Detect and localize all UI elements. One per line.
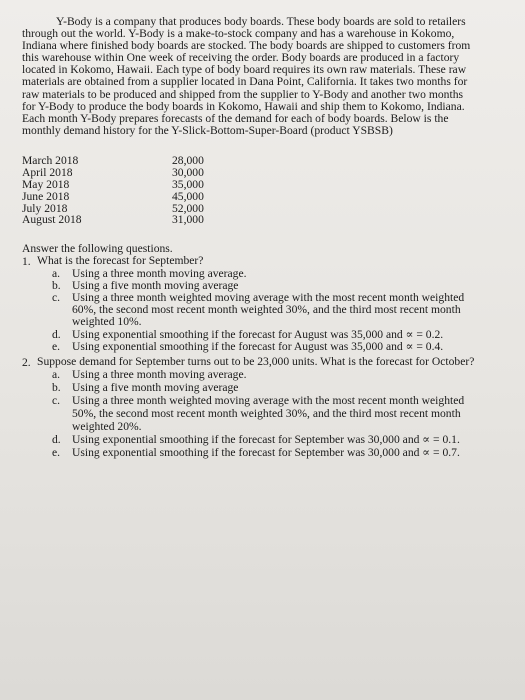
question-number: 1. <box>22 255 31 269</box>
demand-cell: 52,000 <box>172 201 204 215</box>
list-item <box>52 292 475 329</box>
list-item <box>52 329 475 341</box>
list-item <box>52 382 475 395</box>
part-label: a. <box>52 266 61 280</box>
question-1-parts <box>22 268 475 353</box>
table-row <box>22 179 204 191</box>
part-text: Using exponential smoothing if the forecast for September was 30,000 and ∝ = 0.1. <box>72 433 460 447</box>
month-cell: May 2018 <box>22 177 70 191</box>
part-text: Using a five month moving average <box>72 380 239 394</box>
part-label: b. <box>52 278 61 292</box>
list-item <box>52 447 475 460</box>
list-item <box>52 369 475 382</box>
part-text: Using a three month weighted moving average with the most recent month weighted 60%, the second most recent month weighted 30%, and the third most recent month weighted 10%. <box>72 290 465 329</box>
part-label: c. <box>52 394 61 408</box>
month-cell: March 2018 <box>22 153 79 167</box>
question-text: What is the forecast for September? <box>37 254 204 268</box>
part-text: Using a five month moving average <box>72 278 239 292</box>
part-text: Using a three month moving average. <box>72 266 247 280</box>
part-text: Using exponential smoothing if the forecast for August was 35,000 and ∝ = 0.4. <box>72 339 444 353</box>
question-number: 2. <box>22 356 31 369</box>
part-text: Using a three month weighted moving average with the most recent month weighted 50%, the second most recent month weighted 30%, and the third most recent month weighted 20%. <box>72 394 465 433</box>
demand-history-table <box>22 155 204 226</box>
part-label: a. <box>52 367 61 381</box>
part-label: d. <box>52 433 61 447</box>
list-item <box>52 341 475 353</box>
demand-cell: 28,000 <box>172 153 204 167</box>
table-row <box>22 214 204 226</box>
demand-cell: 31,000 <box>172 213 204 227</box>
list-item <box>52 395 475 433</box>
question-text: Suppose demand for September turns out to be 23,000 units. What is the forecast for October? <box>37 355 475 368</box>
month-cell: April 2018 <box>22 165 73 179</box>
question-2-parts <box>22 369 475 461</box>
part-label: e. <box>52 446 61 460</box>
part-label: b. <box>52 380 61 394</box>
demand-cell: 30,000 <box>172 165 204 179</box>
demand-cell: 45,000 <box>172 189 204 203</box>
list-item <box>52 434 475 447</box>
question-list <box>22 255 475 460</box>
instructions: Answer the following questions. <box>22 242 173 256</box>
part-text: Using a three month moving average. <box>72 367 247 381</box>
table-row <box>22 191 204 203</box>
part-label: e. <box>52 339 61 353</box>
month-cell: August 2018 <box>22 213 82 227</box>
part-label: c. <box>52 290 61 304</box>
list-item <box>52 268 475 280</box>
table-row <box>22 167 204 179</box>
part-label: d. <box>52 327 61 341</box>
intro-paragraph: Y-Body is a company that produces body boards. These body boards are sold to retailers through out the world. Y-Body is a make-to-stock company and has a warehouse in Kokomo, Indiana where finished body boards are stocked. The body boards are shipped to customers from this warehouse within One week of receiving the order. Body boards are produced in a factory located in Kokomo, Hawaii. Each type of body board requires its own raw materials. These raw materials are obtained from a supplier located in Dana Point, California. It takes two months for raw materials to be produced and shipped from the supplier to Y-Body and another two months for Y-Body to produce the body boards in Kokomo, Hawaii and ship them to Kokomo, Indiana. Each month Y-Body prepares forecasts of the demand for each of body boards. Below is the monthly demand history for the Y-Slick-Bottom-Super-Board (product YSBSB) <box>22 15 471 137</box>
demand-cell: 35,000 <box>172 177 204 191</box>
question-1 <box>22 255 475 353</box>
month-cell: June 2018 <box>22 189 70 203</box>
month-cell: July 2018 <box>22 201 68 215</box>
question-2 <box>22 356 475 460</box>
part-text: Using exponential smoothing if the forecast for August was 35,000 and ∝ = 0.2. <box>72 327 444 341</box>
part-text: Using exponential smoothing if the forecast for September was 30,000 and ∝ = 0.7. <box>72 446 460 460</box>
